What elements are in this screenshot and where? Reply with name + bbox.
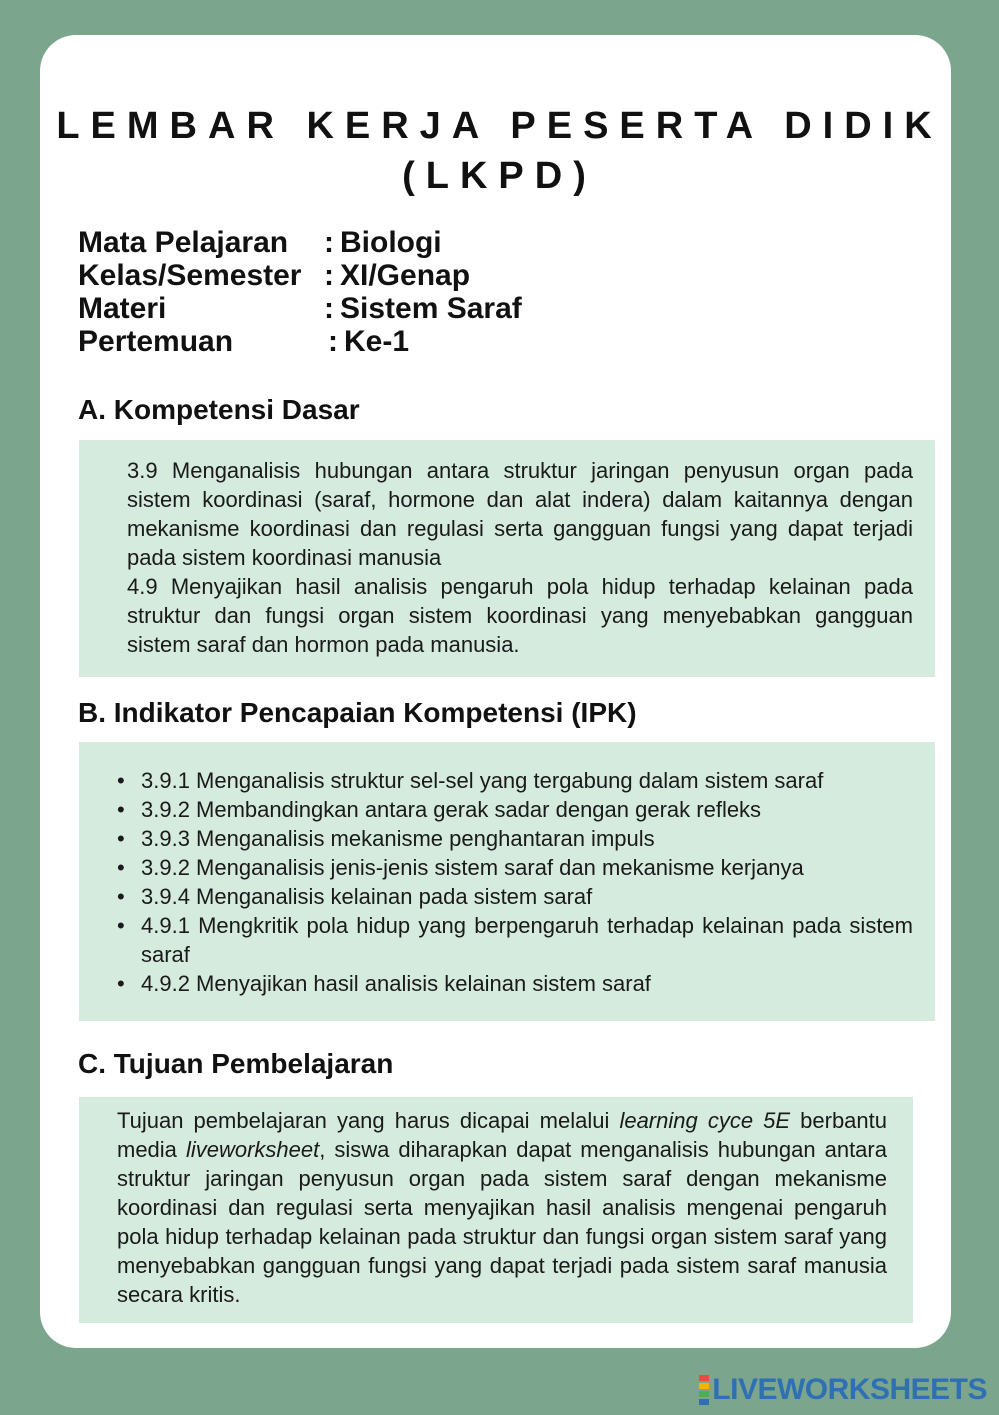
worksheet-title-abbreviation: (LKPD) — [402, 155, 597, 197]
bullet-icon: • — [117, 913, 125, 938]
kompetensi-dasar-box — [79, 440, 935, 677]
section-heading-kompetensi-dasar: A. Kompetensi Dasar — [78, 394, 360, 425]
tujuan-italic-term: learning cyce 5E — [619, 1108, 791, 1133]
info-row-material — [78, 292, 522, 325]
section-heading-tujuan-pembelajaran: C. Tujuan Pembelajaran — [78, 1048, 394, 1079]
bullet-icon: • — [117, 797, 125, 822]
ipk-text: 4.9.2 Menyajikan hasil analisis kelainan sistem saraf — [141, 971, 651, 996]
bullet-icon: • — [117, 884, 125, 909]
ipk-text: 4.9.1 Mengkritik pola hidup yang berpengaruh terhadap kelainan pada sistem saraf — [141, 913, 913, 967]
info-value: XI/Genap — [340, 259, 471, 292]
watermark-text: LIVEWORKSHEETS — [712, 1373, 987, 1406]
liveworksheets-logo-icon — [699, 1374, 709, 1406]
ipk-text: 3.9.3 Menganalisis mekanisme penghantaran impuls — [141, 826, 655, 851]
list-item — [117, 795, 913, 824]
info-separator: : — [328, 325, 338, 358]
list-item — [117, 766, 913, 795]
liveworksheets-watermark — [699, 1373, 987, 1407]
ipk-text: 3.9.2 Membandingkan antara gerak sadar dengan gerak refleks — [141, 797, 762, 822]
info-row-subject — [78, 226, 522, 259]
ipk-text: 3.9.2 Menganalisis jenis-jenis sistem saraf dan mekanisme kerjanya — [141, 855, 804, 880]
list-item — [117, 911, 913, 969]
bullet-icon: • — [117, 971, 125, 996]
info-row-class — [78, 259, 522, 292]
info-label: Kelas/Semester — [78, 259, 302, 292]
info-label: Pertemuan — [78, 325, 234, 358]
kd-paragraph: 3.9 Menganalisis hubungan antara struktur jaringan penyusun organ pada sistem koordinasi (saraf, hormone dan alat indera) dalam kaitannya dengan mekanisme koordinasi dan regulasi serta gangguan fungsi yang dapat terjadi pada sistem koordinasi manusia — [127, 458, 913, 570]
tujuan-italic-term: liveworksheet — [185, 1137, 320, 1162]
info-separator: : — [324, 259, 334, 292]
ipk-list — [117, 766, 913, 998]
bullet-icon: • — [117, 826, 125, 851]
info-separator: : — [324, 226, 334, 259]
list-item — [117, 853, 913, 882]
identity-info — [78, 226, 522, 358]
info-label: Mata Pelajaran — [78, 226, 289, 259]
info-value: Ke-1 — [344, 325, 410, 358]
info-separator: : — [324, 292, 334, 325]
ipk-box — [79, 742, 935, 1021]
tujuan-text: Tujuan pembelajaran yang harus dicapai melalui — [117, 1108, 620, 1133]
list-item — [117, 969, 913, 998]
ipk-text: 3.9.4 Menganalisis kelainan pada sistem saraf — [141, 884, 593, 909]
tujuan-pembelajaran-box — [79, 1097, 913, 1323]
tujuan-paragraph — [117, 1106, 887, 1309]
bullet-icon: • — [117, 768, 125, 793]
tujuan-text: berbantu media — [117, 1108, 888, 1162]
info-value: Biologi — [340, 226, 442, 259]
ipk-text: 3.9.1 Menganalisis struktur sel-sel yang tergabung dalam sistem saraf — [141, 768, 824, 793]
list-item — [117, 882, 913, 911]
info-row-meeting — [78, 325, 522, 358]
tujuan-text: , siswa diharapkan dapat menganalisis hubungan antara struktur jaringan penyusun organ pada sistem saraf dengan mekanisme koordinasi dan regulasi serta menyajikan hasil analisis mengenai pengaruh pola hidup terhadap kelainan pada struktur dan fungsi organ sistem saraf yang menyebabkan gangguan fungsi yang dapat terjadi pada sistem saraf manusia secara kritis. — [117, 1137, 887, 1307]
info-value: Sistem Saraf — [340, 292, 522, 325]
worksheet-title: LEMBAR KERJA PESERTA DIDIK — [56, 105, 943, 147]
list-item — [117, 824, 913, 853]
bullet-icon: • — [117, 855, 125, 880]
section-heading-ipk: B. Indikator Pencapaian Kompetensi (IPK) — [78, 697, 637, 728]
info-label: Materi — [78, 292, 167, 325]
kd-paragraph: 4.9 Menyajikan hasil analisis pengaruh pola hidup terhadap kelainan pada struktur dan fungsi organ sistem koordinasi yang menyebabkan gangguan sistem saraf dan hormon pada manusia. — [127, 574, 913, 657]
